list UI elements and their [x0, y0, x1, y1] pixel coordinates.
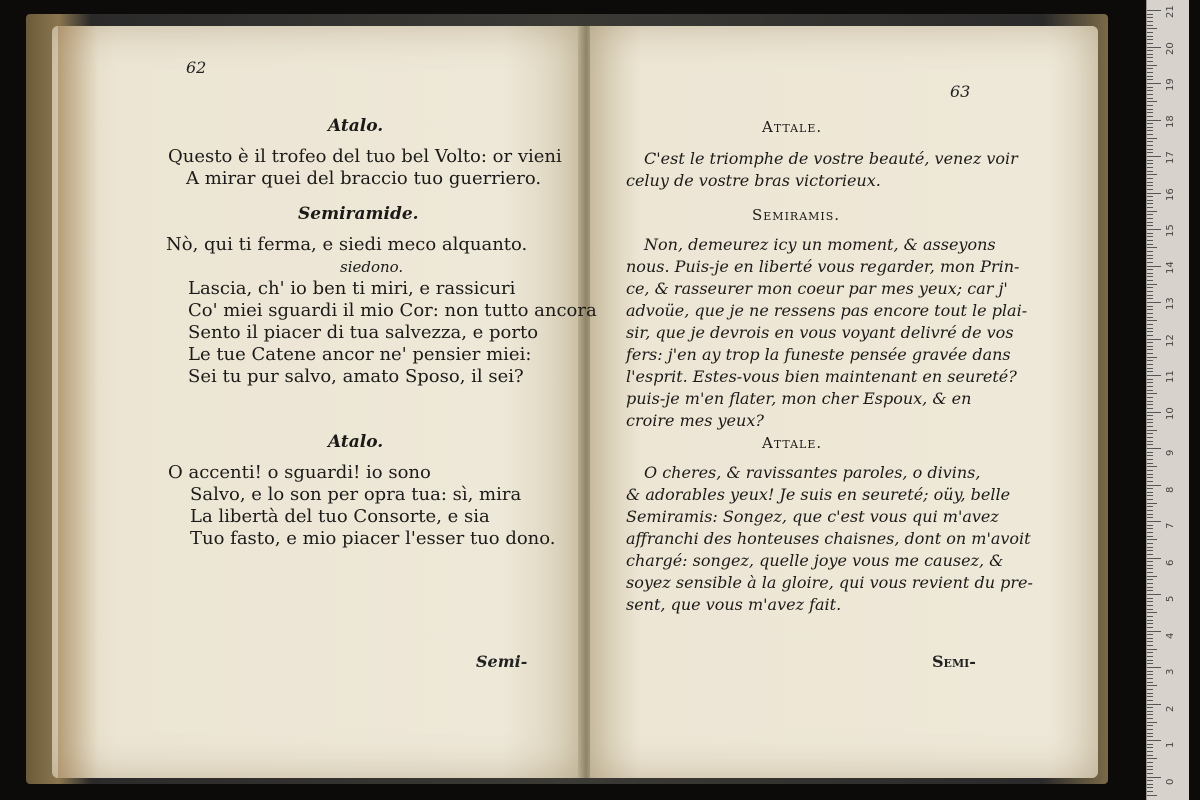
ruler-tick: [1147, 714, 1153, 715]
ruler-tick: [1147, 244, 1153, 245]
ruler-tick: [1147, 660, 1153, 661]
ruler-tick: [1147, 207, 1153, 208]
ruler-tick: [1147, 419, 1153, 420]
ruler-tick: [1147, 780, 1153, 781]
ruler-tick: [1147, 755, 1153, 756]
ruler-tick: [1147, 87, 1153, 88]
ruler-tick: [1147, 28, 1157, 29]
ruler-number: 11: [1165, 370, 1176, 383]
verse-line: Co' miei sguardi il mio Cor: non tutto ancora: [188, 300, 597, 321]
prose-line: advoüe, que je ne ressens pas encore tout le plai-: [626, 301, 1028, 320]
ruler-tick: [1147, 671, 1153, 672]
ruler-tick: [1147, 203, 1153, 204]
ruler-tick: [1147, 412, 1161, 413]
ruler-tick: [1147, 116, 1153, 117]
ruler-tick: [1147, 747, 1153, 748]
ruler-tick: [1147, 247, 1157, 248]
ruler-tick: [1147, 463, 1153, 464]
ruler-tick: [1147, 623, 1153, 624]
ruler-tick: [1147, 342, 1153, 343]
ruler-number: 8: [1165, 486, 1176, 493]
ruler-tick: [1147, 225, 1153, 226]
measuring-ruler: [1146, 0, 1189, 800]
ruler-tick: [1147, 769, 1153, 770]
ruler-tick: [1147, 182, 1153, 183]
ruler-tick: [1147, 744, 1153, 745]
ruler-tick: [1147, 528, 1153, 529]
ruler-number: 5: [1165, 595, 1176, 602]
prose-line: l'esprit. Estes-vous bien maintenant en seureté?: [626, 367, 1017, 386]
ruler-tick: [1147, 233, 1153, 234]
ruler-tick: [1147, 645, 1153, 646]
ruler-tick: [1147, 430, 1157, 431]
ruler-tick: [1147, 262, 1153, 263]
ruler-tick: [1147, 506, 1153, 507]
ruler-tick: [1147, 521, 1161, 522]
verse-line: Sei tu pur salvo, amato Sposo, il sei?: [188, 366, 524, 387]
right-prose-block-2: [626, 234, 1027, 432]
left-verse-block-1: [168, 146, 562, 190]
ruler-tick: [1147, 72, 1153, 73]
ruler-tick: [1147, 558, 1161, 559]
ruler-tick: [1147, 470, 1153, 471]
ruler-tick: [1147, 620, 1153, 621]
ruler-tick: [1147, 437, 1153, 438]
ruler-tick: [1147, 68, 1153, 69]
ruler-tick: [1147, 441, 1153, 442]
ruler-number: 7: [1165, 522, 1176, 529]
ruler-tick: [1147, 313, 1153, 314]
ruler-tick: [1147, 736, 1153, 737]
ruler-tick: [1147, 229, 1161, 230]
ruler-tick: [1147, 550, 1153, 551]
ruler-tick: [1147, 189, 1153, 190]
ruler-tick: [1147, 773, 1153, 774]
ruler-tick: [1147, 609, 1153, 610]
ruler-tick: [1147, 536, 1153, 537]
ruler-tick: [1147, 266, 1161, 267]
ruler-tick: [1147, 740, 1161, 741]
ruler-tick: [1147, 422, 1153, 423]
ruler-tick: [1147, 21, 1153, 22]
ruler-tick: [1147, 324, 1153, 325]
ruler-tick: [1147, 280, 1153, 281]
ruler-number: 1: [1165, 741, 1176, 748]
ruler-tick: [1147, 371, 1153, 372]
ruler-tick: [1147, 707, 1153, 708]
ruler-tick: [1147, 123, 1153, 124]
prose-line: celuy de vostre bras victorieux.: [626, 171, 881, 190]
ruler-tick: [1147, 39, 1153, 40]
ruler-tick: [1147, 499, 1153, 500]
ruler-tick: [1147, 193, 1161, 194]
ruler-tick: [1147, 32, 1153, 33]
ruler-tick: [1147, 196, 1153, 197]
ruler-tick: [1147, 444, 1153, 445]
ruler-number: 15: [1165, 224, 1176, 237]
ruler-tick: [1147, 364, 1153, 365]
right-speaker-semiramis: Semiramis.: [752, 206, 841, 224]
ruler-tick: [1147, 554, 1153, 555]
ruler-tick: [1147, 152, 1153, 153]
right-prose-block-1: [626, 148, 1018, 192]
ruler-tick: [1147, 382, 1153, 383]
verse-line: A mirar quei del braccio tuo guerriero.: [186, 168, 542, 189]
ruler-tick: [1147, 751, 1153, 752]
ruler-tick: [1147, 61, 1153, 62]
verse-line: Tuo fasto, e mio piacer l'esser tuo dono.: [190, 528, 556, 549]
ruler-tick: [1147, 579, 1153, 580]
ruler-tick: [1147, 397, 1153, 398]
ruler-tick: [1147, 795, 1157, 796]
ruler-tick: [1147, 375, 1161, 376]
ruler-tick: [1147, 360, 1153, 361]
ruler-tick: [1147, 455, 1153, 456]
ruler-tick: [1147, 357, 1157, 358]
ruler-tick: [1147, 674, 1153, 675]
ruler-tick: [1147, 638, 1153, 639]
ruler-number: 16: [1165, 187, 1176, 201]
ruler-tick: [1147, 76, 1153, 77]
right-page-number: 63: [950, 82, 971, 101]
ruler-tick: [1147, 390, 1153, 391]
left-page-number: 62: [186, 58, 207, 77]
ruler-tick: [1147, 517, 1153, 518]
prose-line: & adorables yeux! Je suis en seureté; oüy, belle: [626, 485, 1011, 504]
ruler-tick: [1147, 386, 1153, 387]
ruler-tick: [1147, 598, 1153, 599]
ruler-tick: [1147, 269, 1153, 270]
ruler-tick: [1147, 178, 1153, 179]
ruler-tick: [1147, 766, 1153, 767]
ruler-tick: [1147, 14, 1153, 15]
ruler-tick: [1147, 127, 1153, 128]
ruler-tick: [1147, 561, 1153, 562]
ruler-tick: [1147, 255, 1153, 256]
stage-direction: siedono.: [340, 258, 404, 276]
ruler-tick: [1147, 90, 1153, 91]
ruler-tick: [1147, 415, 1153, 416]
ruler-tick: [1147, 594, 1161, 595]
ruler-tick: [1147, 218, 1153, 219]
ruler-tick: [1147, 576, 1157, 577]
ruler-tick: [1147, 590, 1153, 591]
ruler-tick: [1147, 711, 1153, 712]
ruler-tick: [1147, 101, 1157, 102]
prose-line: ce, & rasseurer mon coeur par mes yeux; car j': [626, 279, 1008, 298]
ruler-tick: [1147, 474, 1153, 475]
left-verse-block-3: [168, 462, 556, 550]
page-edge-stain: [58, 26, 98, 778]
ruler-tick: [1147, 83, 1161, 84]
ruler-tick: [1147, 510, 1153, 511]
verse-line: O accenti! o sguardi! io sono: [168, 462, 431, 483]
ruler-tick: [1147, 685, 1157, 686]
ruler-tick: [1147, 331, 1153, 332]
ruler-tick: [1147, 320, 1157, 321]
ruler-tick: [1147, 758, 1157, 759]
ruler-tick: [1147, 57, 1153, 58]
ruler-tick: [1147, 105, 1153, 106]
ruler-number: 13: [1165, 297, 1176, 310]
ruler-tick: [1147, 641, 1153, 642]
ruler-tick: [1147, 339, 1161, 340]
ruler-number: 9: [1165, 449, 1176, 456]
prose-line: nous. Puis-je en liberté vous regarder, mon Prin-: [626, 257, 1020, 276]
ruler-tick: [1147, 25, 1153, 26]
ruler-tick: [1147, 787, 1153, 788]
ruler-tick: [1147, 379, 1153, 380]
left-speaker-atalo-2: Atalo.: [328, 432, 384, 452]
ruler-tick: [1147, 317, 1153, 318]
ruler-tick: [1147, 539, 1157, 540]
ruler-tick: [1147, 459, 1153, 460]
prose-line: C'est le triomphe de vostre beauté, venez voir: [644, 149, 1018, 168]
ruler-tick: [1147, 426, 1153, 427]
ruler-tick: [1147, 495, 1153, 496]
prose-line: sent, que vous m'avez fait.: [626, 595, 842, 614]
ruler-tick: [1147, 214, 1153, 215]
ruler-number: 21: [1165, 5, 1176, 18]
ruler-tick: [1147, 791, 1153, 792]
ruler-tick: [1147, 284, 1157, 285]
ruler-tick: [1147, 156, 1161, 157]
ruler-tick: [1147, 616, 1153, 617]
ruler-tick: [1147, 295, 1153, 296]
ruler-tick: [1147, 605, 1153, 606]
verse-line: Salvo, e lo son per opra tua: sì, mira: [190, 484, 522, 505]
ruler-number: 18: [1165, 114, 1176, 128]
ruler-number: 17: [1165, 151, 1176, 164]
ruler-tick: [1147, 587, 1153, 588]
ruler-number: 0: [1165, 778, 1176, 785]
ruler-tick: [1147, 302, 1161, 303]
ruler-tick: [1147, 211, 1157, 212]
ruler-tick: [1147, 335, 1153, 336]
ruler-tick: [1147, 634, 1153, 635]
ruler-number: 14: [1165, 260, 1176, 274]
ruler-tick: [1147, 652, 1153, 653]
prose-line: sir, que je devrois en vous voyant delivré de vos: [626, 323, 1014, 342]
prose-line: Semiramis: Songez, que c'est vous qui m'avez: [626, 507, 999, 526]
ruler-tick: [1147, 43, 1153, 44]
ruler-tick: [1147, 401, 1153, 402]
ruler-number: 4: [1165, 632, 1176, 639]
ruler-tick: [1147, 54, 1153, 55]
ruler-tick: [1147, 689, 1153, 690]
left-speaker-semiramide: Semiramide.: [298, 204, 419, 224]
ruler-tick: [1147, 627, 1153, 628]
verse-line: Questo è il trofeo del tuo bel Volto: or vieni: [168, 146, 562, 167]
ruler-tick: [1147, 353, 1153, 354]
ruler-tick: [1147, 98, 1153, 99]
ruler-tick: [1147, 145, 1153, 146]
ruler-tick: [1147, 485, 1161, 486]
left-catchword: Semi-: [476, 652, 528, 671]
ruler-tick: [1147, 663, 1153, 664]
ruler-tick: [1147, 222, 1153, 223]
ruler-tick: [1147, 349, 1153, 350]
ruler-tick: [1147, 273, 1153, 274]
left-speaker-atalo-1: Atalo.: [328, 116, 384, 136]
ruler-tick: [1147, 393, 1157, 394]
ruler-tick: [1147, 777, 1161, 778]
ruler-tick: [1147, 631, 1161, 632]
verse-line: Lascia, ch' io ben ti miri, e rassicuri: [188, 278, 516, 299]
ruler-tick: [1147, 112, 1153, 113]
ruler-tick: [1147, 762, 1153, 763]
ruler-tick: [1147, 240, 1153, 241]
right-speaker-attale-2: Attale.: [762, 434, 823, 452]
ruler-tick: [1147, 547, 1153, 548]
ruler-tick: [1147, 167, 1153, 168]
ruler-tick: [1147, 65, 1157, 66]
prose-line: affranchi des honteuses chaisnes, dont on m'avoit: [626, 529, 1031, 548]
ruler-tick: [1147, 174, 1157, 175]
ruler-tick: [1147, 160, 1153, 161]
ruler-tick: [1147, 682, 1153, 683]
ruler-number: 12: [1165, 333, 1176, 347]
prose-line: Non, demeurez icy un moment, & asseyons: [644, 235, 996, 254]
ruler-tick: [1147, 514, 1153, 515]
ruler-tick: [1147, 725, 1153, 726]
prose-line: O cheres, & ravissantes paroles, o divins,: [644, 463, 981, 482]
ruler-tick: [1147, 79, 1153, 80]
ruler-tick: [1147, 185, 1153, 186]
ruler-tick: [1147, 120, 1161, 121]
ruler-tick: [1147, 17, 1153, 18]
prose-line: puis-je m'en flater, mon cher Espoux, & en: [626, 389, 972, 408]
ruler-tick: [1147, 704, 1161, 705]
ruler-tick: [1147, 503, 1157, 504]
ruler-number: 6: [1165, 559, 1176, 566]
ruler-tick: [1147, 525, 1153, 526]
ruler-tick: [1147, 276, 1153, 277]
ruler-tick: [1147, 532, 1153, 533]
ruler-number: 20: [1165, 41, 1176, 55]
ruler-tick: [1147, 258, 1153, 259]
ruler-number: 2: [1165, 705, 1176, 712]
ruler-tick: [1147, 306, 1153, 307]
verse-line: Le tue Catene ancor ne' pensier miei:: [188, 344, 532, 365]
verse-line: Nò, qui ti ferma, e siedi meco alquanto.: [166, 234, 528, 255]
ruler-tick: [1147, 10, 1161, 11]
ruler-tick: [1147, 612, 1157, 613]
ruler-tick: [1147, 543, 1153, 544]
ruler-tick: [1147, 251, 1153, 252]
prose-line: fers: j'en ay trop la funeste pensée gravée dans: [626, 345, 1011, 364]
ruler-tick: [1147, 696, 1153, 697]
ruler-tick: [1147, 733, 1153, 734]
left-verse-block-2: [166, 234, 597, 388]
ruler-tick: [1147, 583, 1153, 584]
right-prose-block-3: [626, 462, 1033, 616]
verse-line: La libertà del tuo Consorte, e sia: [190, 506, 490, 527]
ruler-tick: [1147, 572, 1153, 573]
ruler-tick: [1147, 149, 1153, 150]
ruler-tick: [1147, 568, 1153, 569]
ruler-tick: [1147, 404, 1153, 405]
ruler-tick: [1147, 649, 1157, 650]
ruler-tick: [1147, 693, 1153, 694]
ruler-tick: [1147, 678, 1153, 679]
verse-line: Sento il piacer di tua salvezza, e porto: [188, 322, 539, 343]
ruler-number: 10: [1165, 406, 1176, 420]
ruler-tick: [1147, 481, 1153, 482]
ruler-tick: [1147, 408, 1153, 409]
ruler-tick: [1147, 328, 1153, 329]
ruler-tick: [1147, 309, 1153, 310]
ruler-tick: [1147, 171, 1153, 172]
ruler-tick: [1147, 346, 1153, 347]
ruler-tick: [1147, 656, 1153, 657]
ruler-tick: [1147, 488, 1153, 489]
right-speaker-attale-1: Attale.: [762, 118, 823, 136]
ruler-tick: [1147, 718, 1153, 719]
ruler-tick: [1147, 452, 1153, 453]
ruler-tick: [1147, 466, 1157, 467]
ruler-tick: [1147, 368, 1153, 369]
ruler-tick: [1147, 722, 1157, 723]
ruler-tick: [1147, 667, 1161, 668]
ruler-tick: [1147, 141, 1153, 142]
ruler-number: 3: [1165, 668, 1176, 675]
prose-line: chargé: songez, quelle joye vous me causez, &: [626, 551, 1004, 570]
ruler-tick: [1147, 50, 1153, 51]
ruler-tick: [1147, 565, 1153, 566]
ruler-number: 19: [1165, 78, 1176, 91]
ruler-tick: [1147, 200, 1153, 201]
ruler-tick: [1147, 109, 1153, 110]
ruler-tick: [1147, 130, 1153, 131]
ruler-tick: [1147, 236, 1153, 237]
ruler-tick: [1147, 94, 1153, 95]
ruler-tick: [1147, 134, 1153, 135]
ruler-tick: [1147, 298, 1153, 299]
ruler-tick: [1147, 784, 1153, 785]
ruler-tick: [1147, 492, 1153, 493]
prose-line: soyez sensible à la gloire, qui vous revient du pre-: [626, 573, 1033, 592]
ruler-tick: [1147, 433, 1153, 434]
ruler-tick: [1147, 729, 1153, 730]
prose-line: croire mes yeux?: [626, 411, 764, 430]
ruler-tick: [1147, 601, 1153, 602]
ruler-tick: [1147, 287, 1153, 288]
right-catchword: Semi-: [932, 652, 976, 671]
ruler-tick: [1147, 47, 1161, 48]
ruler-tick: [1147, 36, 1153, 37]
ruler-tick: [1147, 291, 1153, 292]
ruler-tick: [1147, 163, 1153, 164]
ruler-tick: [1147, 138, 1157, 139]
ruler-tick: [1147, 700, 1153, 701]
ruler-tick: [1147, 448, 1161, 449]
ruler-tick: [1147, 477, 1153, 478]
